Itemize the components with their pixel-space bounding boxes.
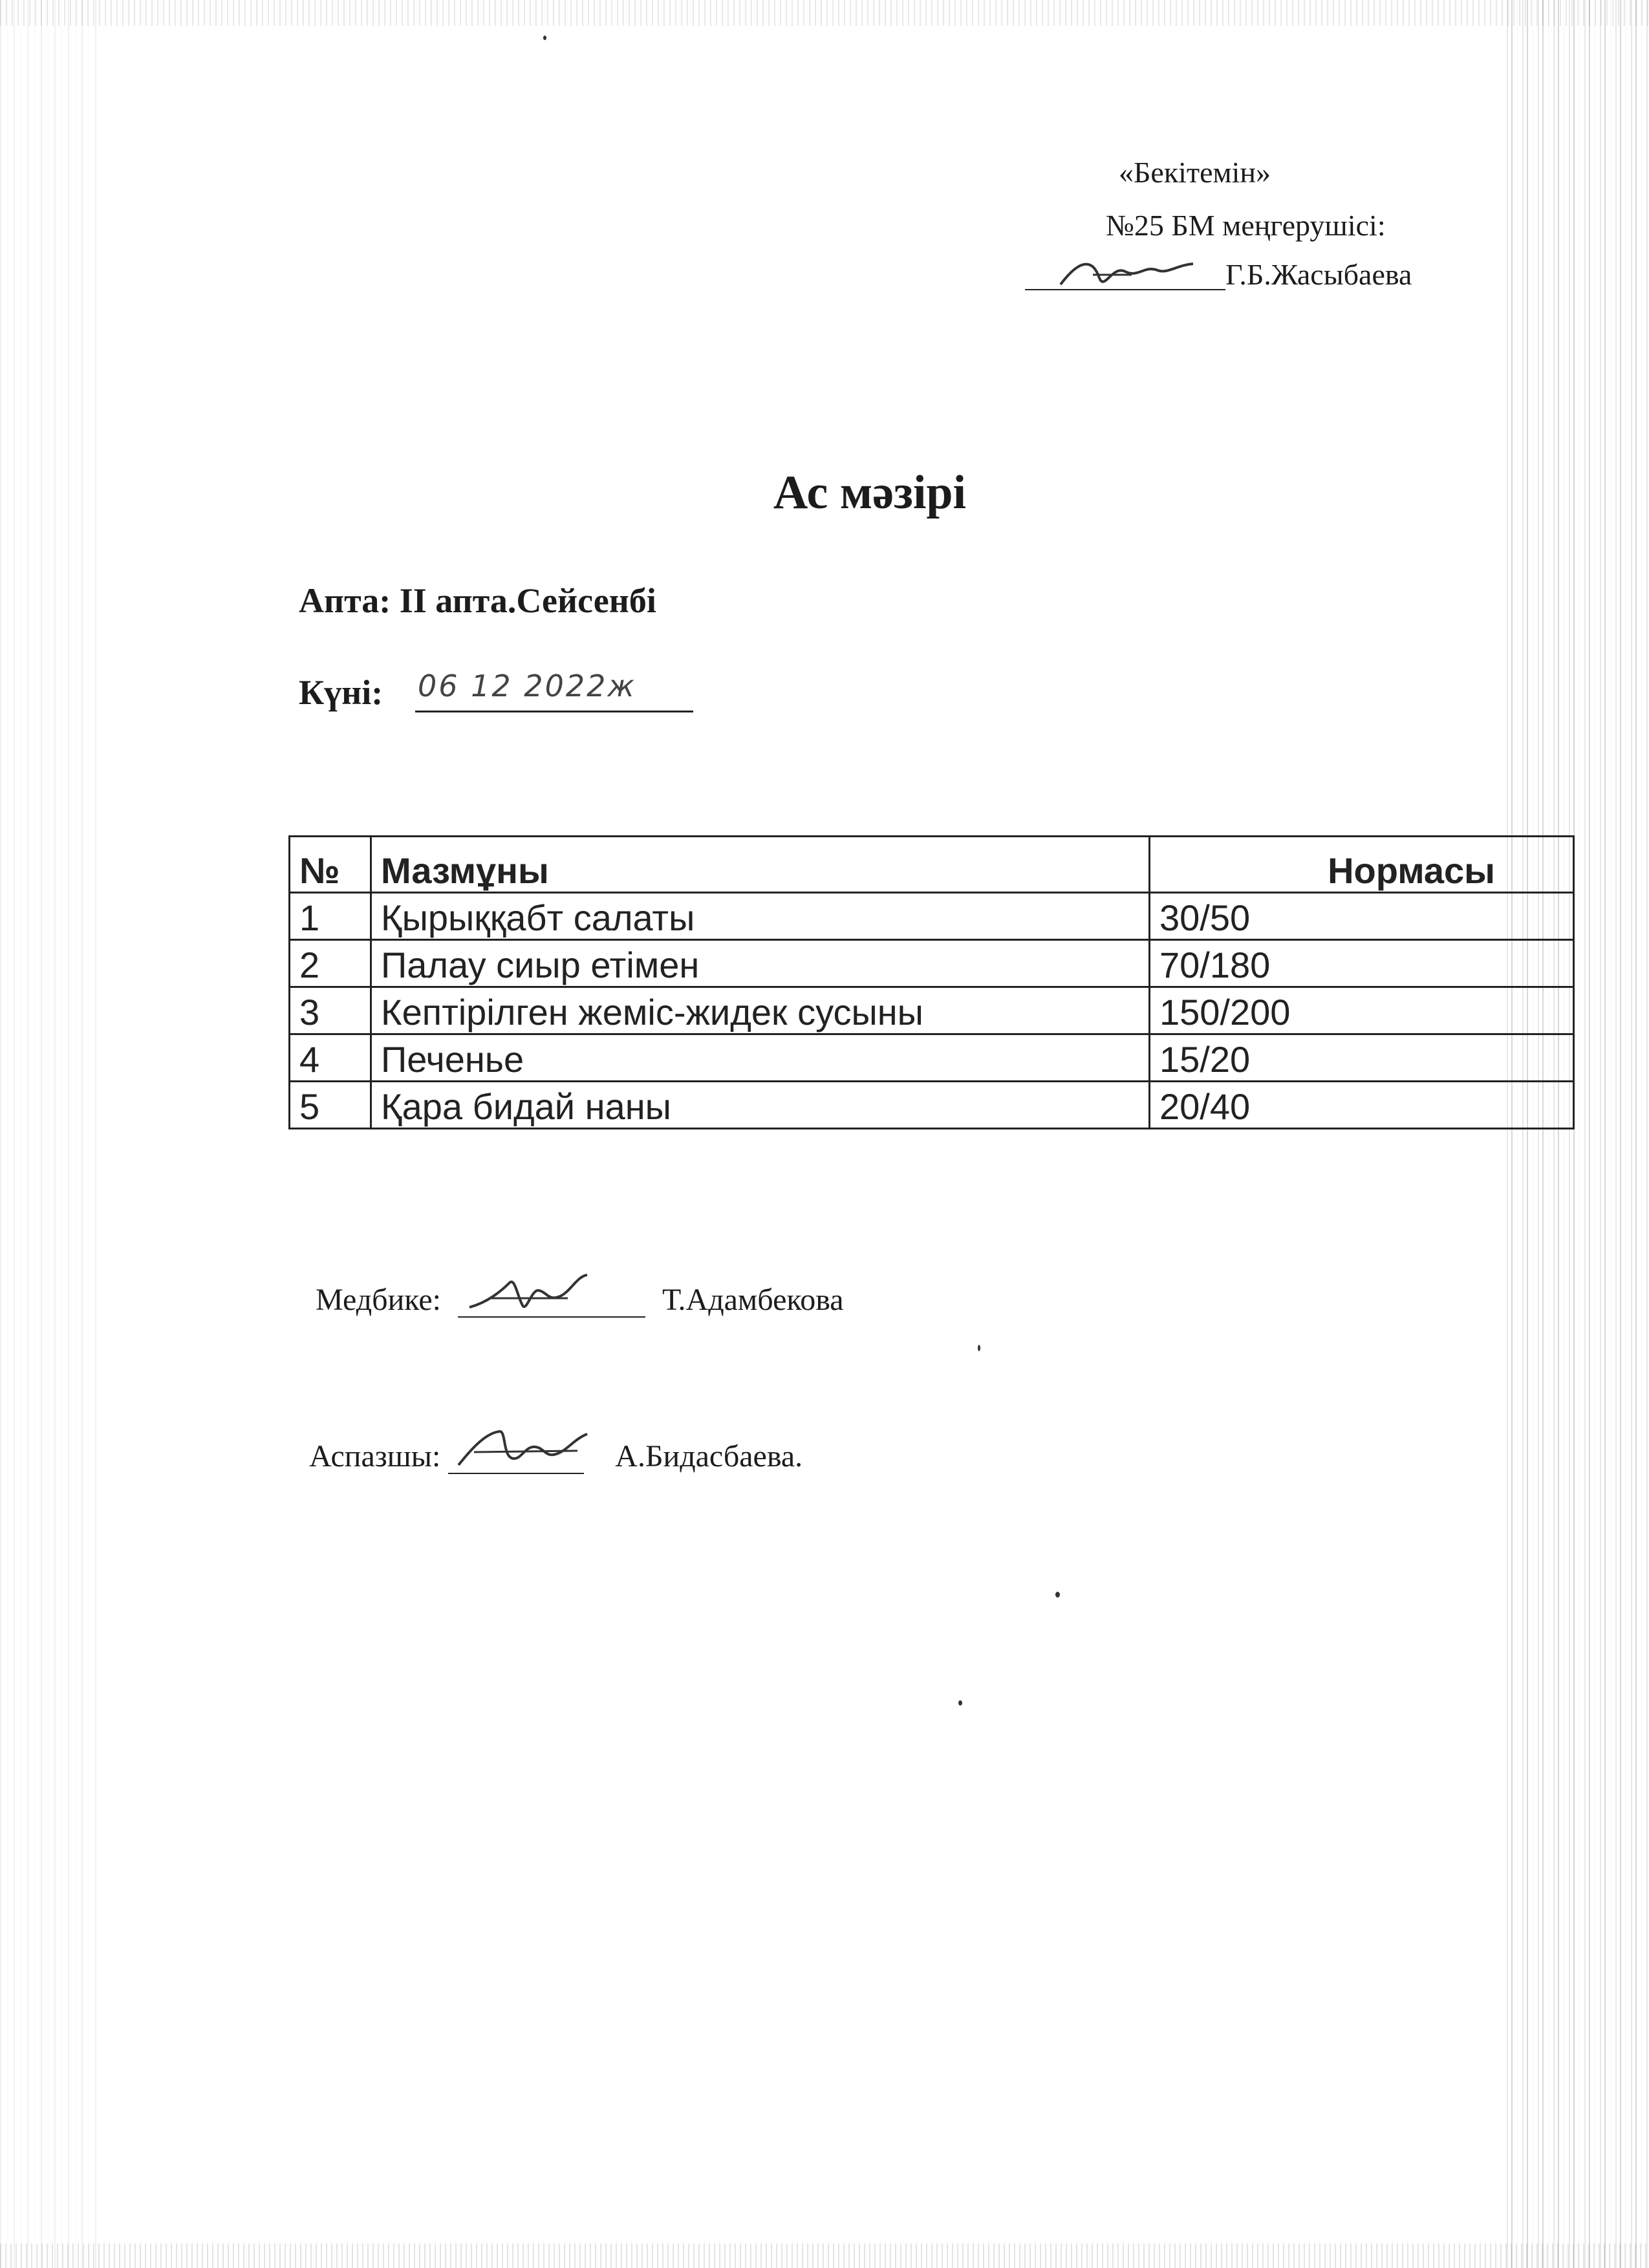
approval-position: №25 БМ меңгерушісі: <box>1106 209 1386 242</box>
table-row <box>290 893 1574 940</box>
row-dish: Печенье <box>371 1034 1150 1082</box>
date-row <box>299 669 636 712</box>
approval-signature-line <box>1025 288 1225 290</box>
row-number: 5 <box>290 1082 371 1129</box>
row-norm: 70/180 <box>1150 940 1574 987</box>
menu-table <box>288 835 1575 1129</box>
approval-name: Г.Б.Жасыбаева <box>1225 258 1412 291</box>
scan-edge-top <box>0 0 1649 26</box>
row-number: 4 <box>290 1034 371 1082</box>
row-norm: 15/20 <box>1150 1034 1574 1082</box>
table-row <box>290 940 1574 987</box>
scan-edge-left <box>0 0 97 2268</box>
scan-speck <box>978 1345 980 1351</box>
table-header-row <box>290 837 1574 893</box>
date-label: Күні: <box>299 673 383 712</box>
row-norm: 30/50 <box>1150 893 1574 940</box>
cook-label: Аспазшы: <box>309 1439 441 1473</box>
table-row <box>290 1082 1574 1129</box>
nurse-label: Медбике: <box>316 1283 442 1317</box>
cook-signature-block <box>309 1434 803 1474</box>
row-number: 3 <box>290 987 371 1034</box>
cook-signature-line <box>448 1434 584 1474</box>
nurse-signature <box>464 1270 594 1321</box>
nurse-signature-block <box>316 1279 844 1318</box>
row-dish: Қырыққабт салаты <box>371 893 1150 940</box>
row-dish: Қара бидай наны <box>371 1082 1150 1129</box>
scan-speck <box>1055 1592 1060 1598</box>
date-value: 06 12 2022ж <box>415 669 693 712</box>
row-norm: 150/200 <box>1150 987 1574 1034</box>
approval-heading: «Бекітемін» <box>1119 156 1271 189</box>
header-content: Мазмұны <box>371 837 1150 893</box>
scan-edge-bottom <box>0 2243 1649 2268</box>
table-row <box>290 987 1574 1034</box>
nurse-signature-line <box>458 1279 645 1318</box>
cook-signature <box>455 1420 590 1478</box>
nurse-name: Т.Адамбекова <box>662 1283 844 1317</box>
week-label: Апта: II апта.Сейсенбі <box>299 581 656 620</box>
scan-speck <box>543 36 546 40</box>
row-number: 2 <box>290 940 371 987</box>
row-norm: 20/40 <box>1150 1082 1574 1129</box>
document-title: Ас мәзірі <box>773 466 967 519</box>
row-dish: Кептірілген жеміс-жидек сусыны <box>371 987 1150 1034</box>
header-norm: Нормасы <box>1150 837 1574 893</box>
row-dish: Палау сиыр етімен <box>371 940 1150 987</box>
table-row <box>290 1034 1574 1082</box>
header-number: № <box>290 837 371 893</box>
scan-edge-right <box>1507 0 1649 2268</box>
scan-speck <box>958 1700 962 1706</box>
cook-name: А.Бидасбаева. <box>615 1439 803 1473</box>
row-number: 1 <box>290 893 371 940</box>
